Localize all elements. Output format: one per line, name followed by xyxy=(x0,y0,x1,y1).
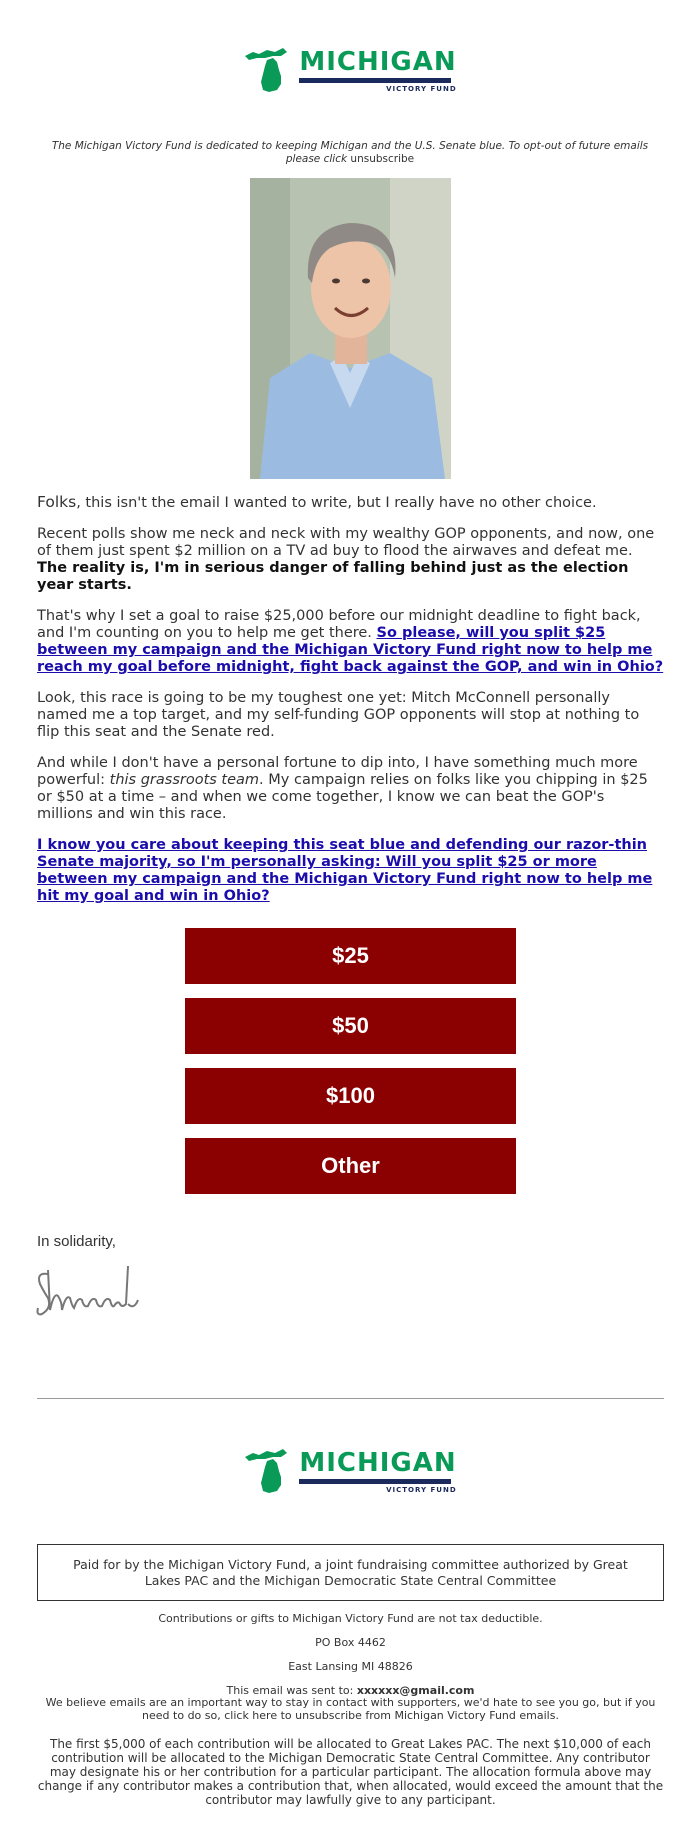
logo-wordmark: MICHIGAN xyxy=(299,46,457,77)
donate-50-button[interactable]: $50 xyxy=(185,998,516,1054)
greeting-lead: Folks xyxy=(37,493,77,511)
donate-link-2[interactable]: I know you care about keeping this seat blue and defending our razor-thin Senate majority, so I'm personally asking: Will you split $25 or more between my campaign and the Michigan Victory Fund right now to help me hit my goal and win in Ohio? xyxy=(37,837,653,904)
p5-text-2: . My campaign relies on folks like you chipping in $25 or $50 at a time – and when we come together, I know we can beat the GOP's millions and win this race. xyxy=(37,772,648,822)
p5-italic: this grassroots team xyxy=(109,772,260,788)
tax-note: Contributions or gifts to Michigan Victory Fund are not tax deductible. xyxy=(158,1612,543,1625)
po-box: PO Box 4462 xyxy=(315,1636,386,1649)
portrait-image xyxy=(250,178,451,479)
city-address: East Lansing MI 48826 xyxy=(288,1660,413,1673)
logo-tagline: VICTORY FUND xyxy=(386,1485,457,1494)
footer-logo xyxy=(0,1447,700,1495)
p5-text-1: And while I don't have a personal fortune to dip into, I have something much more powerful: xyxy=(37,755,638,788)
letter-paragraph-2 xyxy=(37,526,664,594)
letter-paragraph-5 xyxy=(37,755,664,823)
letter-paragraph-6 xyxy=(37,837,664,905)
donate-100-button[interactable]: $100 xyxy=(185,1068,516,1124)
letter-paragraph-4 xyxy=(37,690,664,741)
donate-other-button[interactable]: Other xyxy=(185,1138,516,1194)
letter-paragraph-1 xyxy=(37,494,664,512)
michigan-state-icon xyxy=(243,1447,295,1495)
unsubscribe-notice[interactable]: We believe emails are an important way to stay in contact with supporters, we'd hate to see you go, but if you need to do so, click here to unsubscribe from Michigan Victory Fund emails. xyxy=(45,1696,656,1722)
paid-for-disclaimer xyxy=(37,1544,664,1601)
allocation-notice: The first $5,000 of each contribution will be allocated to Great Lakes PAC. The next $10,000 of each contribution will be allocated to the Michigan Democratic State Central Committee. Any contributor may designate his or her contribution for a particular participant. The allocation formula above may change if any contributor makes a contribution that, when allocated, would exceed the amount that the contributor may lawfully give to any participant. xyxy=(37,1737,664,1807)
signature-image xyxy=(34,1262,144,1322)
logo-tagline: VICTORY FUND xyxy=(386,84,457,93)
paid-for-text: Paid for by the Michigan Victory Fund, a joint fundraising committee authorized by Great Lakes PAC and the Michigan Democratic State Central Committee xyxy=(73,1556,628,1588)
greeting-rest: , this isn't the email I wanted to write, but I really have no other choice. xyxy=(76,495,597,511)
handwritten-signature xyxy=(34,1262,144,1326)
letter-paragraph-3 xyxy=(37,608,664,676)
donate-25-button[interactable]: $25 xyxy=(185,928,516,984)
michigan-victory-fund-logo xyxy=(0,46,700,94)
logo-wordmark: MICHIGAN xyxy=(299,1447,457,1478)
divider xyxy=(37,1398,664,1399)
logo-bar xyxy=(299,1479,451,1484)
p2-text: Recent polls show me neck and neck with my wealthy GOP opponents, and now, one of them just spent $2 million on a TV ad buy to flood the airwaves and defeat me. xyxy=(37,526,655,559)
header-disclaimer xyxy=(38,140,662,166)
disclaimer-text: The Michigan Victory Fund is dedicated to keeping Michigan and the U.S. Senate blue. To opt-out of future emails please click xyxy=(51,140,649,165)
logo-bar xyxy=(299,78,451,83)
sent-to-label: This email was sent to: xyxy=(226,1684,357,1697)
michigan-state-icon xyxy=(243,46,295,94)
donate-link-1[interactable]: So please, will you split $25 between my campaign and the Michigan Victory Fund right now to help me reach my goal before midnight, fight back against the GOP, and win in Ohio? xyxy=(37,625,664,675)
p2-bold: The reality is, I'm in serious danger of falling behind just as the election year starts. xyxy=(37,560,629,593)
p3-text: That's why I set a goal to raise $25,000 before our midnight deadline to fight back, and I'm counting on you to help me get there. xyxy=(37,608,641,641)
sent-to-email: xxxxxx@gmail.com xyxy=(356,1684,475,1697)
candidate-photo xyxy=(250,178,451,479)
signoff: In solidarity, xyxy=(37,1233,116,1250)
unsubscribe-link[interactable]: unsubscribe xyxy=(350,153,415,165)
p4-text: Look, this race is going to be my toughest one yet: Mitch McConnell personally named me a top target, and my self-funding GOP opponents will stop at nothing to flip this seat and the Senate red. xyxy=(37,690,640,740)
